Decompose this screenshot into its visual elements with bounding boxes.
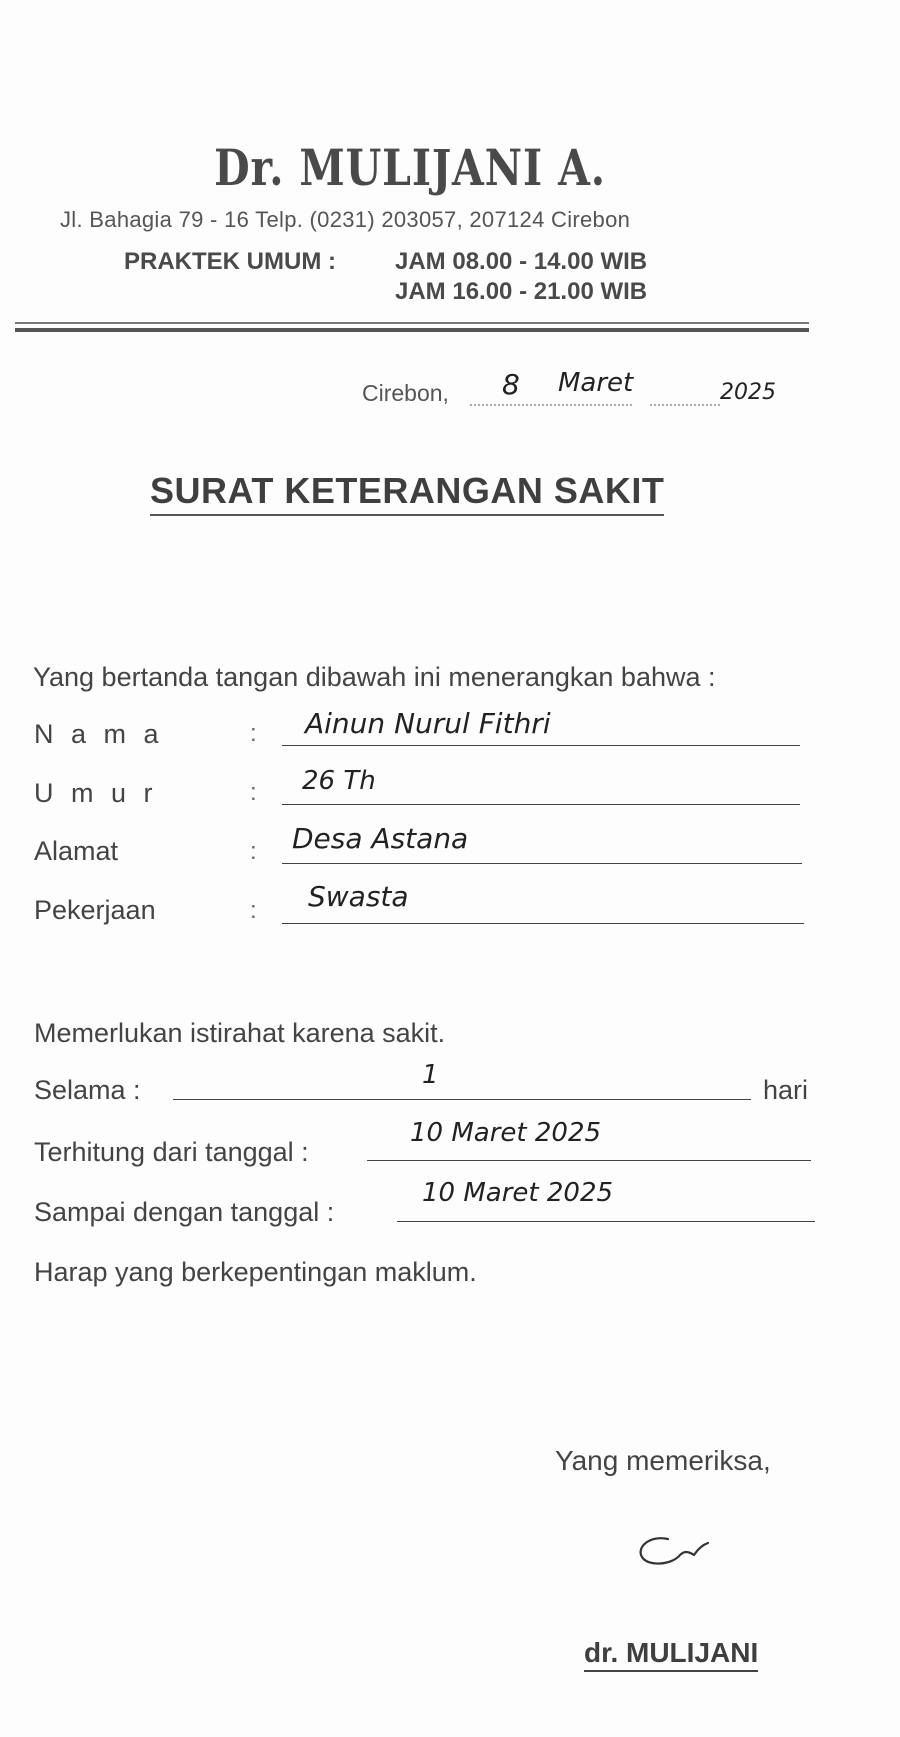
sampai-tanggal-label: Sampai dengan tanggal : — [34, 1197, 335, 1227]
umur-label: U m u r — [34, 778, 158, 808]
alamat-line — [282, 863, 802, 864]
selama-line — [173, 1099, 751, 1100]
umur-value-handwritten: 26 Th — [302, 766, 376, 796]
nama-value-handwritten: Ainun Nurul Fithri — [305, 707, 551, 740]
date-city-label: Cirebon, — [362, 380, 449, 406]
alamat-value-handwritten: Desa Astana — [292, 822, 469, 855]
pekerjaan-value-handwritten: Swasta — [308, 880, 409, 913]
selama-label: Selama : — [34, 1075, 141, 1105]
intro-statement: Yang bertanda tangan dibawah ini menerangkan bahwa : — [33, 662, 716, 692]
pekerjaan-line — [282, 923, 804, 924]
examiner-label: Yang memeriksa, — [555, 1445, 771, 1476]
nama-label: N a m a — [34, 719, 164, 749]
letterhead-divider-thick — [15, 328, 809, 332]
alamat-label: Alamat — [34, 836, 119, 866]
letterhead-doctor-name: Dr. MULIJANI A. — [214, 138, 606, 197]
document-title: SURAT KETERANGAN SAKIT — [150, 470, 664, 516]
dari-tanggal-line — [367, 1160, 811, 1161]
hari-label: hari — [763, 1075, 809, 1105]
letterhead-address: Jl. Bahagia 79 - 16 Telp. (0231) 203057, 207124 Cirebon — [60, 207, 631, 232]
umur-line — [282, 804, 800, 805]
umur-colon: : — [250, 779, 257, 806]
date-year-dots — [650, 404, 720, 406]
closing-statement: Harap yang berkepentingan maklum. — [34, 1257, 477, 1287]
rest-statement: Memerlukan istirahat karena sakit. — [34, 1018, 446, 1048]
sampai-tanggal-value-handwritten: 10 Maret 2025 — [422, 1178, 614, 1208]
letterhead-hours-morning: JAM 08.00 - 14.00 WIB — [395, 248, 648, 275]
letterhead-divider-thin — [15, 322, 809, 324]
letterhead-practice-label: PRAKTEK UMUM : — [124, 248, 336, 275]
letterhead-hours-evening: JAM 16.00 - 21.00 WIB — [395, 278, 648, 305]
pekerjaan-label: Pekerjaan — [34, 895, 156, 925]
selama-value-handwritten: 1 — [422, 1060, 439, 1090]
nama-line — [282, 745, 800, 746]
dari-tanggal-label: Terhitung dari tanggal : — [34, 1137, 309, 1167]
date-day-month-line — [470, 404, 632, 406]
date-day-handwritten: 8 — [502, 368, 520, 401]
alamat-colon: : — [250, 838, 257, 865]
sampai-tanggal-line — [397, 1221, 815, 1222]
dari-tanggal-value-handwritten: 10 Maret 2025 — [410, 1118, 602, 1148]
date-month-handwritten: Maret — [558, 368, 634, 398]
signature-scribble — [628, 1525, 718, 1575]
date-year-handwritten: 2025 — [720, 380, 776, 405]
nama-colon: : — [250, 720, 257, 747]
signer-name: dr. MULIJANI — [584, 1637, 758, 1672]
pekerjaan-colon: : — [250, 897, 257, 924]
